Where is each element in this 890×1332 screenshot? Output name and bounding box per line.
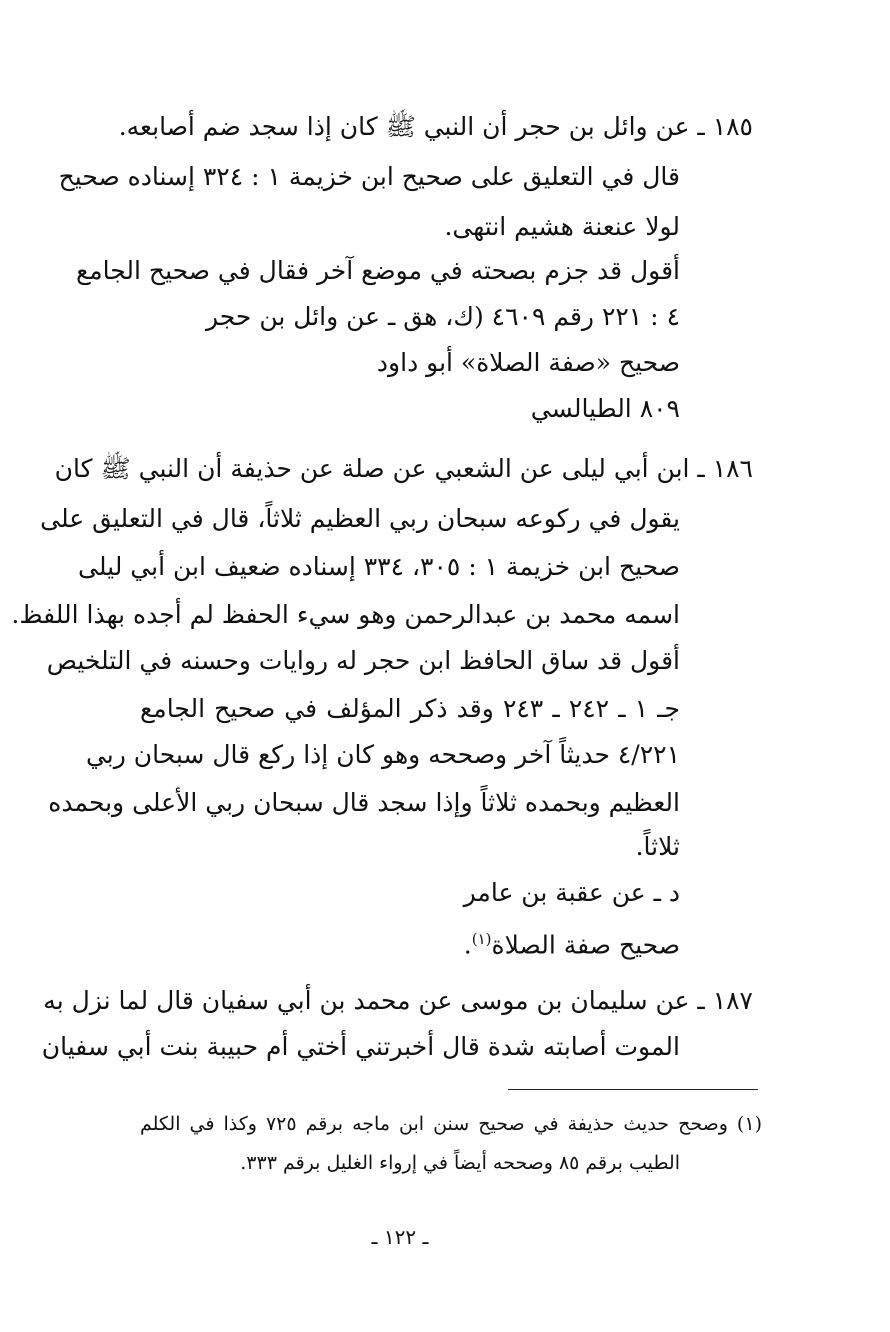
hadith-185-line-2: قال في التعليق على صحيح ابن خزيمة ١ : ٣٢٤ إسناده صحيح xyxy=(58,162,680,191)
footnote-separator xyxy=(508,1089,758,1090)
hadith-186-line-6: جـ ١ ـ ٢٤٢ ـ ٢٤٣ وقد ذكر المؤلف في صحيح الجامع xyxy=(140,694,681,723)
hadith-185-line-5: ٤ : ٢٢١ رقم ٤٦٠٩ (ك، هق ـ عن وائل بن حجر xyxy=(206,302,680,331)
hadith-185-line-6: صحيح «صفة الصلاة» أبو داود xyxy=(376,348,680,377)
hadith-185-line-7: ٨٠٩ الطيالسي xyxy=(530,394,680,423)
hadith-187-line-1: ١٨٧ ـ عن سليمان بن موسى عن محمد بن أبي سفيان قال لما نزل به xyxy=(43,986,753,1015)
hadith-186-line-7: ٤/٢٢١ حديثاً آخر وصححه وهو كان إذا ركع قال سبحان ربي xyxy=(85,740,680,769)
hadith-186-line-8: العظيم وبحمده ثلاثاً وإذا سجد قال سبحان ربي الأعلى وبحمده xyxy=(48,788,680,817)
footnote-marker[interactable]: (١) xyxy=(471,930,492,948)
footnote-line-1: (١) وصحح حديث حذيفة في صحيح سنن ابن ماجه برقم ٧٢٥ وكذا في الكلم xyxy=(140,1113,762,1135)
hadith-186-line-10: د ـ عن عقبة بن عامر xyxy=(463,878,680,907)
hadith-185-line-3: لولا عنعنة هشيم انتهى. xyxy=(444,212,680,241)
hadith-186-line-11 xyxy=(464,914,680,964)
hadith-186-line-3: صحيح ابن خزيمة ١ : ٣٠٥، ٣٣٤ إسناده ضعيف ابن أبي ليلى xyxy=(78,552,680,581)
hadith-186-line-5: أقول قد ساق الحافظ ابن حجر له روايات وحسنه في التلخيص xyxy=(46,646,680,675)
hadith-185-line-4: أقول قد جزم بصحته في موضع آخر فقال في صحيح الجامع xyxy=(75,256,680,285)
hadith-185-line-1: ١٨٥ ـ عن وائل بن حجر أن النبي ﷺ كان إذا سجد ضم أصابعه. xyxy=(118,112,753,141)
hadith-186-line-11-text: صحيح صفة الصلاة xyxy=(491,930,680,960)
hadith-186-line-11-end: . xyxy=(463,930,472,960)
hadith-186-line-9: ثلاثاً. xyxy=(635,832,680,861)
hadith-186-line-1: ١٨٦ ـ ابن أبي ليلى عن الشعبي عن صلة عن حذيفة أن النبي ﷺ كان xyxy=(54,454,753,483)
hadith-187-line-2: الموت أصابته شدة قال أخبرتني أختي أم حبيبة بنت أبي سفيان xyxy=(41,1032,680,1061)
footnote-line-2: الطيب برقم ٨٥ وصححه أيضاً في إرواء الغليل برقم ٣٣٣. xyxy=(240,1152,680,1174)
hadith-186-line-4: اسمه محمد بن عبدالرحمن وهو سيء الحفظ لم أجده بهذا اللفظ. xyxy=(11,600,680,629)
page-number: ـ ١٢٢ ـ xyxy=(371,1225,429,1249)
hadith-186-line-2: يقول في ركوعه سبحان ربي العظيم ثلاثاً، قال في التعليق على xyxy=(40,504,680,533)
